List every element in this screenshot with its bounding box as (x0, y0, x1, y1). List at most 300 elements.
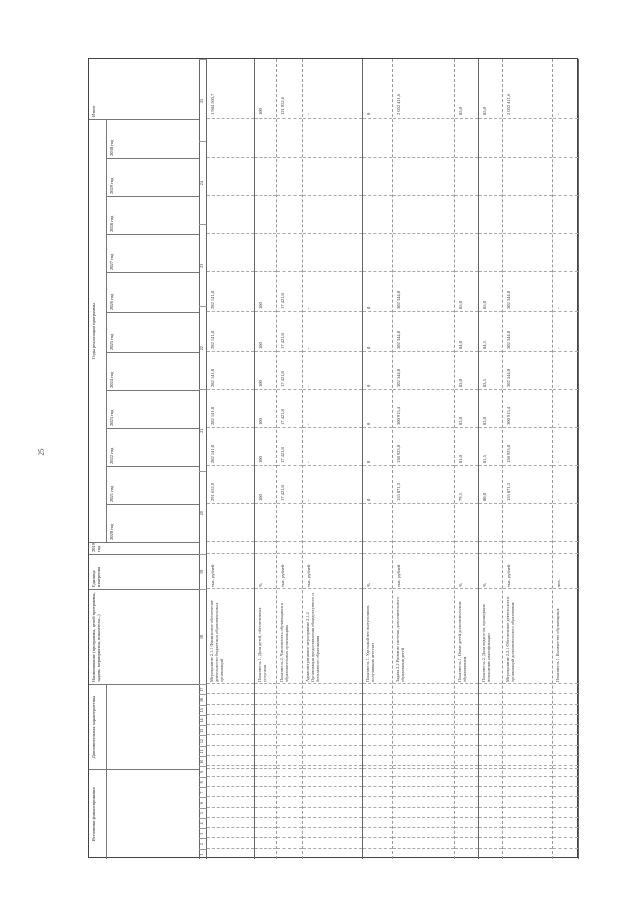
column-divider (455, 588, 478, 589)
column-divider (207, 817, 254, 818)
column-divider (503, 427, 552, 428)
column-divider (503, 704, 552, 705)
row-value: 100 (258, 342, 263, 349)
column-divider (363, 503, 392, 504)
column-number: 9 (199, 766, 207, 776)
row-value: 81,0 (458, 455, 463, 463)
column-divider (455, 786, 478, 787)
column-divider (479, 765, 502, 766)
column-divider (479, 351, 502, 352)
column-divider (553, 271, 578, 272)
column-divider (455, 807, 478, 808)
column-divider (503, 786, 552, 787)
column-divider (207, 807, 254, 808)
column-divider (277, 807, 302, 808)
column-divider (303, 271, 362, 272)
column-divider (363, 389, 392, 390)
column-divider (455, 427, 478, 428)
column-divider (277, 704, 302, 705)
column-divider (303, 765, 362, 766)
column-divider (207, 704, 254, 705)
column-divider (479, 724, 502, 725)
row-value: - (556, 499, 561, 501)
row-value: 82,0 (458, 417, 463, 425)
column-divider (255, 776, 276, 777)
column-divider (455, 118, 478, 119)
column-number: 11 (199, 746, 207, 756)
row-name: Задача 2.2 Развитие системы дополнительного образования детей (395, 596, 406, 682)
column-divider (363, 311, 392, 312)
row-value: 81,5 (482, 455, 487, 463)
column-divider (303, 768, 362, 769)
column-divider (455, 827, 478, 828)
column-divider (503, 351, 552, 352)
column-divider (363, 683, 392, 684)
column-divider (303, 541, 362, 542)
row-value: - (306, 461, 311, 463)
column-divider (207, 195, 254, 196)
column-divider (553, 553, 578, 554)
column-divider (455, 503, 478, 504)
column-divider (503, 817, 552, 818)
column-divider (393, 734, 454, 735)
column-divider (479, 588, 502, 589)
column-divider (277, 724, 302, 725)
column-divider (255, 786, 276, 787)
header-year: 2023 год (107, 390, 199, 428)
column-divider (503, 837, 552, 838)
column-divider (479, 503, 502, 504)
column-divider (455, 837, 478, 838)
column-number: 7 (199, 787, 207, 797)
column-divider (455, 734, 478, 735)
column-divider (277, 588, 302, 589)
column-divider (503, 271, 552, 272)
row-value: - (306, 423, 311, 425)
column-divider (303, 389, 362, 390)
column-divider (255, 817, 276, 818)
column-divider (479, 465, 502, 466)
row-value: 282 141,8 (210, 291, 215, 309)
row-value: 0 (366, 422, 371, 425)
column-divider (553, 827, 578, 828)
column-divider (207, 427, 254, 428)
row-value: - (306, 385, 311, 387)
column-number: 16 (199, 694, 207, 704)
column-divider (207, 271, 254, 272)
rotated-table-body (89, 59, 579, 859)
column-divider (255, 195, 276, 196)
column-divider (363, 807, 392, 808)
column-divider (255, 553, 276, 554)
column-divider (277, 271, 302, 272)
column-divider (303, 157, 362, 158)
column-divider (553, 768, 578, 769)
column-divider (393, 755, 454, 756)
column-divider (553, 796, 578, 797)
row-value: 79,5 (458, 493, 463, 501)
column-divider (479, 427, 502, 428)
row-value: 0 (366, 460, 371, 463)
column-divider (479, 714, 502, 715)
header-base-year: 2019 год (89, 542, 199, 554)
column-divider (455, 765, 478, 766)
row-value: 282 141,8 (210, 407, 215, 425)
column-divider (363, 271, 392, 272)
column-divider (455, 768, 478, 769)
column-divider (503, 745, 552, 746)
column-divider (303, 195, 362, 196)
column-divider (363, 734, 392, 735)
column-divider (455, 389, 478, 390)
row-value: 0 (366, 498, 371, 501)
row-value: 17 421,8 (280, 333, 285, 349)
column-divider (207, 118, 254, 119)
row-name: Мероприятие 2.1.1 Финансовое обеспечение деятельности бюджетных образовательных организаций (209, 600, 225, 682)
column-divider (393, 195, 454, 196)
row-value: 17 421,8 (280, 447, 285, 463)
row-value: 302 344,0 (396, 331, 401, 349)
column-divider (363, 233, 392, 234)
column-divider (393, 796, 454, 797)
column-divider (503, 827, 552, 828)
row-total: 85,0 (458, 107, 463, 115)
column-divider (277, 233, 302, 234)
row-value: 84,5 (482, 341, 487, 349)
column-divider (277, 683, 302, 684)
row-unit: тыс. рублей (210, 564, 215, 587)
row-name: Показатель 1. Доля детей, обеспеченных услугами (257, 607, 268, 682)
header-funding-subcols (107, 769, 199, 859)
column-divider (255, 503, 276, 504)
column-number: 18 (199, 589, 207, 684)
column-divider (363, 351, 392, 352)
column-divider (277, 195, 302, 196)
header-year: 2021 год (107, 466, 199, 504)
column-divider (455, 714, 478, 715)
column-divider (503, 541, 552, 542)
row-value: 300 915,4 (396, 407, 401, 425)
column-number: 22 (199, 307, 207, 390)
column-divider (553, 714, 578, 715)
column-divider (277, 786, 302, 787)
column-divider (503, 768, 552, 769)
table-header (89, 59, 200, 859)
column-number: 19 (199, 554, 207, 589)
column-divider (479, 389, 502, 390)
column-divider (255, 389, 276, 390)
column-divider (393, 745, 454, 746)
column-divider (207, 157, 254, 158)
column-divider (207, 786, 254, 787)
column-divider (363, 776, 392, 777)
row-total: 85,0 (482, 107, 487, 115)
column-divider (455, 683, 478, 684)
column-divider (303, 796, 362, 797)
column-divider (363, 195, 392, 196)
column-divider (255, 588, 276, 589)
row-value: 84,0 (458, 341, 463, 349)
column-divider (503, 157, 552, 158)
row-name: Показатель 1. Удельный вес выпускников, получивших аттестат (365, 604, 376, 682)
column-divider (277, 541, 302, 542)
column-divider (363, 796, 392, 797)
header-years-group: Годы реализации программы (89, 119, 107, 542)
column-divider (207, 693, 254, 694)
column-divider (479, 271, 502, 272)
column-divider (255, 233, 276, 234)
column-number: 6 (199, 797, 207, 807)
header-year: 2025 год (107, 312, 199, 352)
column-divider (393, 588, 454, 589)
column-divider (553, 786, 578, 787)
column-divider (303, 786, 362, 787)
column-divider (277, 755, 302, 756)
column-divider (277, 427, 302, 428)
column-divider (277, 776, 302, 777)
row-value: 302 344,0 (396, 369, 401, 387)
column-divider (503, 807, 552, 808)
row-value: 158 923,0 (506, 445, 511, 463)
column-divider (277, 796, 302, 797)
header-unit: Единица измерения (89, 554, 199, 589)
column-divider (479, 745, 502, 746)
column-divider (303, 683, 362, 684)
column-divider (479, 683, 502, 684)
column-divider (303, 553, 362, 554)
column-divider (393, 776, 454, 777)
row-value: 0 (366, 306, 371, 309)
row-total: - (556, 113, 561, 115)
row-value: 100 (258, 456, 263, 463)
row-value: 80,0 (482, 493, 487, 501)
column-divider (207, 389, 254, 390)
row-value: 17 421,8 (280, 293, 285, 309)
column-divider (363, 755, 392, 756)
row-value: - (556, 307, 561, 309)
column-divider (553, 755, 578, 756)
column-divider (553, 693, 578, 694)
column-divider (277, 311, 302, 312)
column-divider (393, 427, 454, 428)
header-year: 2024 год (107, 352, 199, 390)
column-divider (479, 195, 502, 196)
column-divider (553, 118, 578, 119)
column-divider (255, 848, 276, 849)
column-divider (479, 768, 502, 769)
row-name: Показатель 1. Охват детей дополнительным образованием (457, 601, 468, 682)
row-unit: тыс. рублей (306, 564, 311, 587)
header-year: 2022 год (107, 428, 199, 466)
column-divider (277, 768, 302, 769)
column-divider (255, 745, 276, 746)
column-divider (363, 837, 392, 838)
column-divider (455, 796, 478, 797)
row-value: 17 421,8 (280, 371, 285, 387)
column-divider (553, 848, 578, 849)
column-divider (277, 837, 302, 838)
column-divider (207, 351, 254, 352)
column-divider (255, 351, 276, 352)
column-divider (393, 503, 454, 504)
column-divider (207, 311, 254, 312)
column-divider (479, 553, 502, 554)
column-number: 3 (199, 828, 207, 838)
column-divider (255, 714, 276, 715)
column-divider (303, 734, 362, 735)
column-divider (393, 389, 454, 390)
column-divider (255, 693, 276, 694)
column-divider (503, 233, 552, 234)
column-number: 21 (199, 389, 207, 472)
row-unit: тыс. рублей (506, 564, 511, 587)
row-value: 282 141,8 (210, 369, 215, 387)
row-unit: % (458, 583, 463, 587)
column-divider (363, 817, 392, 818)
row-value: 282 141,8 (210, 331, 215, 349)
column-number: 10 (199, 756, 207, 766)
row-value: - (556, 347, 561, 349)
column-divider (455, 351, 478, 352)
column-divider (207, 755, 254, 756)
column-divider (553, 817, 578, 818)
column-divider (303, 118, 362, 119)
column-divider (479, 796, 502, 797)
row-value: 85,0 (482, 301, 487, 309)
column-divider (393, 768, 454, 769)
column-divider (479, 734, 502, 735)
column-divider (303, 704, 362, 705)
column-number: 2 (199, 838, 207, 848)
column-divider (503, 465, 552, 466)
row-total: 121 952,6 (280, 97, 285, 115)
row-total: 2 052 411,6 (506, 93, 511, 115)
table-row (255, 59, 277, 859)
column-divider (303, 311, 362, 312)
column-divider (479, 807, 502, 808)
row-unit: % (258, 583, 263, 587)
column-divider (363, 765, 392, 766)
column-divider (479, 118, 502, 119)
column-divider (455, 776, 478, 777)
column-divider (553, 427, 578, 428)
column-divider (393, 848, 454, 849)
header-funding-sources: Источники финансирования (89, 769, 107, 859)
row-value: 100 (258, 302, 263, 309)
column-divider (363, 427, 392, 428)
column-divider (303, 714, 362, 715)
table-row (363, 59, 393, 859)
column-divider (255, 427, 276, 428)
column-divider (363, 588, 392, 589)
table-row (455, 59, 479, 859)
column-divider (553, 683, 578, 684)
column-divider (255, 755, 276, 756)
row-value: 100 (258, 418, 263, 425)
header-additional-characteristic: Дополнительная характеристика (89, 684, 107, 769)
table-rows (207, 59, 579, 859)
column-divider (553, 503, 578, 504)
column-divider (479, 837, 502, 838)
column-divider (277, 848, 302, 849)
column-divider (255, 683, 276, 684)
column-divider (303, 776, 362, 777)
column-divider (255, 734, 276, 735)
row-value: 302 344,0 (506, 291, 511, 309)
column-divider (393, 118, 454, 119)
column-divider (255, 465, 276, 466)
column-divider (363, 768, 392, 769)
column-divider (303, 745, 362, 746)
column-divider (207, 233, 254, 234)
column-divider (363, 827, 392, 828)
row-value: 83,0 (458, 379, 463, 387)
column-number: 17 (199, 684, 207, 694)
column-divider (277, 693, 302, 694)
column-divider (277, 745, 302, 746)
column-divider (553, 704, 578, 705)
row-value: 100 (258, 380, 263, 387)
row-value: 0 (366, 384, 371, 387)
column-divider (503, 755, 552, 756)
column-divider (207, 734, 254, 735)
column-number: 12 (199, 735, 207, 745)
column-divider (207, 541, 254, 542)
column-divider (255, 796, 276, 797)
row-unit: тыс. рублей (280, 564, 285, 587)
page-number: 25 (37, 448, 46, 456)
column-divider (393, 553, 454, 554)
header-total: Итого (91, 105, 96, 117)
column-divider (479, 311, 502, 312)
column-divider (207, 848, 254, 849)
column-divider (553, 541, 578, 542)
header-year: 2020 год (107, 504, 199, 542)
header-indicator-name: Наименование (программы, целей программы, задачи, мероприятия, показателя...) (89, 589, 199, 684)
column-divider (553, 734, 578, 735)
column-divider (503, 724, 552, 725)
column-divider (553, 311, 578, 312)
column-divider (553, 776, 578, 777)
column-divider (553, 745, 578, 746)
column-divider (455, 195, 478, 196)
column-divider (207, 553, 254, 554)
row-total: - (306, 113, 311, 115)
column-divider (393, 683, 454, 684)
row-value: 17 421,8 (280, 409, 285, 425)
column-divider (277, 553, 302, 554)
column-divider (553, 724, 578, 725)
column-divider (393, 693, 454, 694)
column-divider (363, 724, 392, 725)
column-divider (479, 233, 502, 234)
row-unit: % (482, 583, 487, 587)
program-table (88, 58, 578, 858)
row-value: - (306, 499, 311, 501)
row-unit: тыс. рублей (396, 564, 401, 587)
row-total: 1 984 503,7 (210, 93, 215, 115)
column-divider (455, 553, 478, 554)
column-divider (553, 195, 578, 196)
column-divider (277, 817, 302, 818)
column-divider (393, 786, 454, 787)
column-divider (255, 724, 276, 725)
header-year: 2027 год (107, 234, 199, 272)
column-divider (553, 233, 578, 234)
column-divider (207, 796, 254, 797)
column-divider (277, 734, 302, 735)
column-divider (503, 311, 552, 312)
